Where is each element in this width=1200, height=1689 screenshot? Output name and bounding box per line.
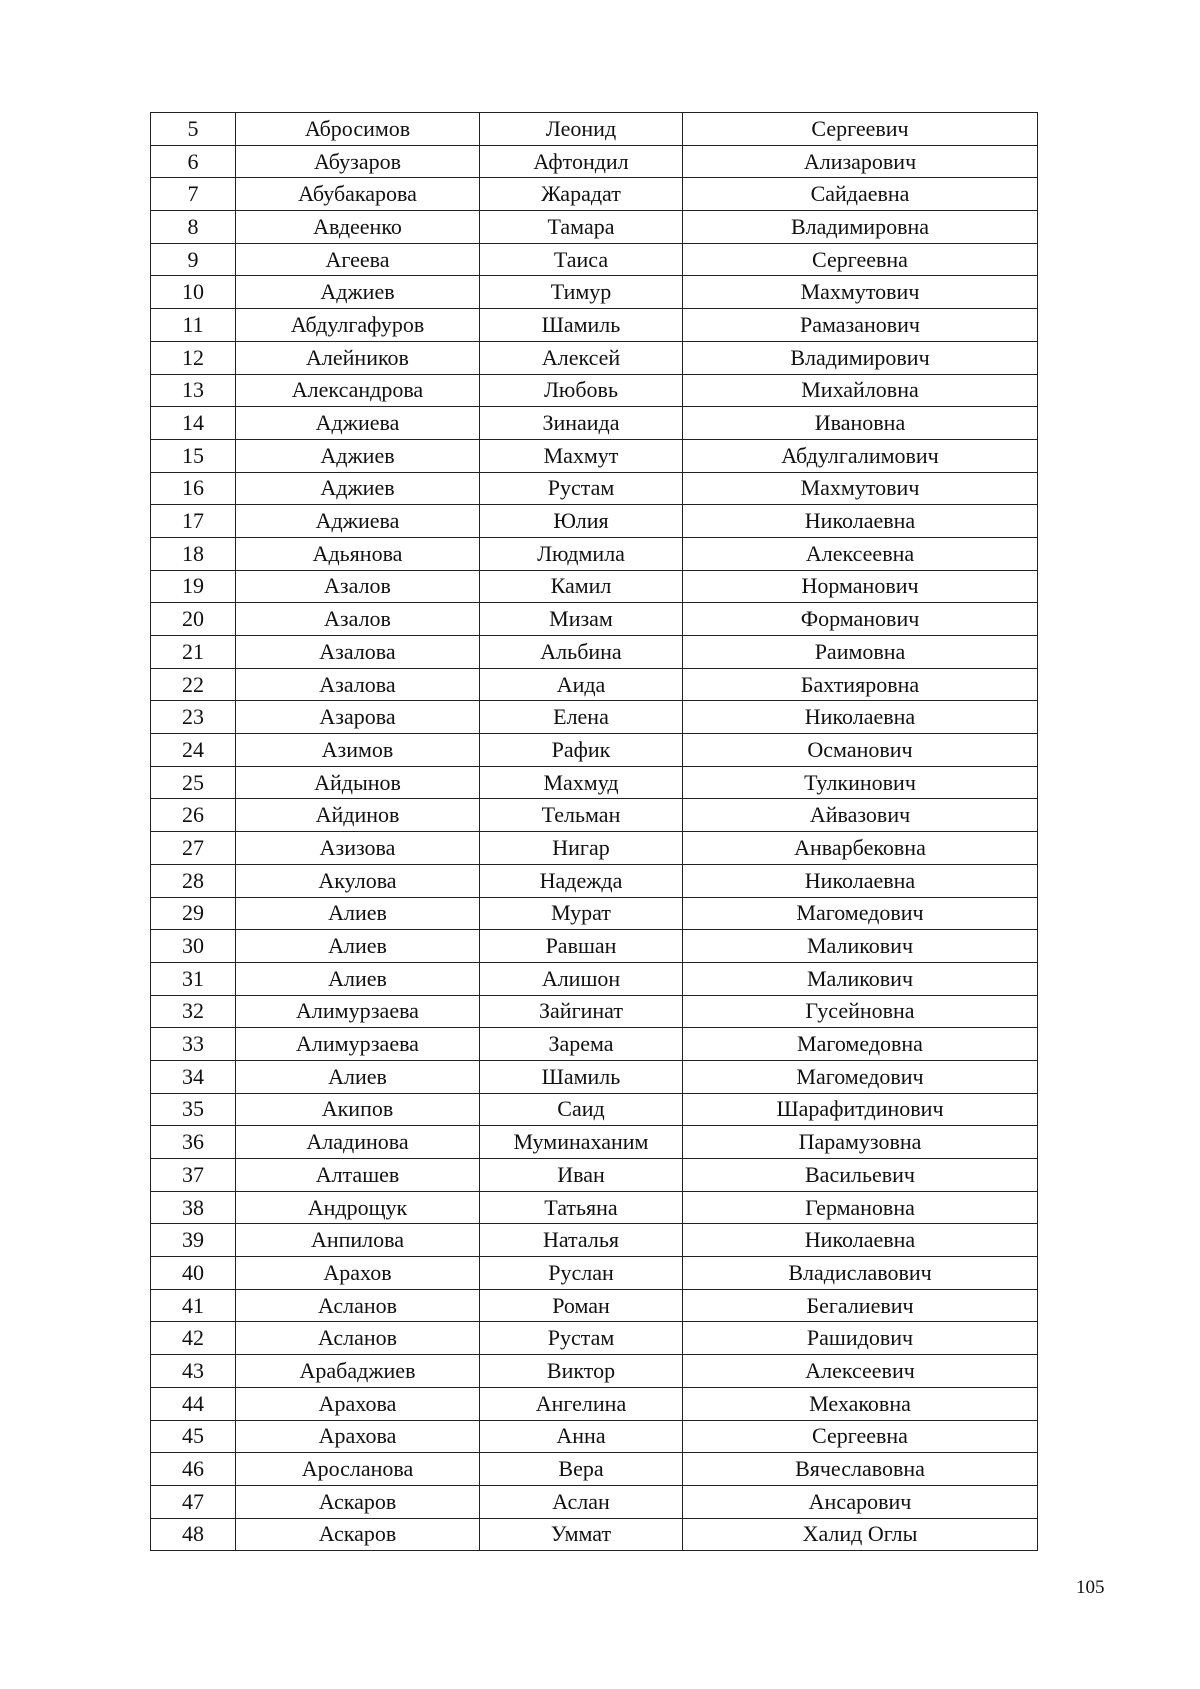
first-name-cell: Таиса (480, 243, 683, 276)
table-row (151, 930, 1038, 963)
first-name-cell: Махмуд (480, 766, 683, 799)
surname-cell: Акулова (236, 864, 480, 897)
surname-cell: Азалов (236, 570, 480, 603)
table-row (151, 995, 1038, 1028)
row-number-cell: 42 (151, 1322, 236, 1355)
row-number-cell: 44 (151, 1387, 236, 1420)
row-number-cell: 32 (151, 995, 236, 1028)
row-number-cell: 7 (151, 178, 236, 211)
row-number-cell: 45 (151, 1420, 236, 1453)
row-number-cell: 6 (151, 145, 236, 178)
surname-cell: Алиев (236, 962, 480, 995)
patronymic-cell: Николаевна (683, 701, 1038, 734)
table-row (151, 178, 1038, 211)
row-number-cell: 10 (151, 276, 236, 309)
first-name-cell: Махмут (480, 439, 683, 472)
patronymic-cell: Мехаковна (683, 1387, 1038, 1420)
patronymic-cell: Сергеевна (683, 1420, 1038, 1453)
table-row (151, 668, 1038, 701)
first-name-cell: Рустам (480, 1322, 683, 1355)
table-row (151, 1322, 1038, 1355)
table-row (151, 472, 1038, 505)
patronymic-cell: Махмутович (683, 276, 1038, 309)
first-name-cell: Аслан (480, 1485, 683, 1518)
first-name-cell: Роман (480, 1289, 683, 1322)
table-row (151, 211, 1038, 244)
surname-cell: Азалова (236, 636, 480, 669)
first-name-cell: Альбина (480, 636, 683, 669)
patronymic-cell: Махмутович (683, 472, 1038, 505)
row-number-cell: 11 (151, 309, 236, 342)
table-row (151, 1159, 1038, 1192)
row-number-cell: 31 (151, 962, 236, 995)
table-row (151, 1224, 1038, 1257)
first-name-cell: Елена (480, 701, 683, 734)
table-row (151, 962, 1038, 995)
surname-cell: Айдынов (236, 766, 480, 799)
patronymic-cell: Алексеевич (683, 1355, 1038, 1388)
surname-cell: Аладинова (236, 1126, 480, 1159)
surname-cell: Асланов (236, 1322, 480, 1355)
patronymic-cell: Вячеславовна (683, 1453, 1038, 1486)
row-number-cell: 33 (151, 1028, 236, 1061)
first-name-cell: Равшан (480, 930, 683, 963)
row-number-cell: 43 (151, 1355, 236, 1388)
surname-cell: Алейников (236, 341, 480, 374)
row-number-cell: 20 (151, 603, 236, 636)
row-number-cell: 5 (151, 113, 236, 146)
patronymic-cell: Шарафитдинович (683, 1093, 1038, 1126)
first-name-cell: Ангелина (480, 1387, 683, 1420)
first-name-cell: Людмила (480, 537, 683, 570)
table-row (151, 766, 1038, 799)
patronymic-cell: Сергеевна (683, 243, 1038, 276)
row-number-cell: 12 (151, 341, 236, 374)
surname-cell: Аджиева (236, 505, 480, 538)
patronymic-cell: Рамазанович (683, 309, 1038, 342)
patronymic-cell: Анварбековна (683, 832, 1038, 865)
surname-cell: Аджиев (236, 276, 480, 309)
first-name-cell: Тимур (480, 276, 683, 309)
surname-cell: Аджиева (236, 407, 480, 440)
patronymic-cell: Абдулгалимович (683, 439, 1038, 472)
first-name-cell: Нигар (480, 832, 683, 865)
patronymic-cell: Магомедович (683, 897, 1038, 930)
surname-cell: Асланов (236, 1289, 480, 1322)
name-list-table (150, 112, 1038, 1551)
table-row (151, 734, 1038, 767)
table-row (151, 1518, 1038, 1551)
surname-cell: Арахов (236, 1257, 480, 1290)
patronymic-cell: Гусейновна (683, 995, 1038, 1028)
surname-cell: Азизова (236, 832, 480, 865)
patronymic-cell: Сайдаевна (683, 178, 1038, 211)
row-number-cell: 34 (151, 1060, 236, 1093)
row-number-cell: 22 (151, 668, 236, 701)
first-name-cell: Муминаханим (480, 1126, 683, 1159)
patronymic-cell: Рашидович (683, 1322, 1038, 1355)
patronymic-cell: Ивановна (683, 407, 1038, 440)
table-row (151, 113, 1038, 146)
first-name-cell: Мурат (480, 897, 683, 930)
surname-cell: Алимурзаева (236, 995, 480, 1028)
row-number-cell: 28 (151, 864, 236, 897)
table-row (151, 701, 1038, 734)
first-name-cell: Жарадат (480, 178, 683, 211)
patronymic-cell: Ализарович (683, 145, 1038, 178)
page-number: 105 (1076, 1577, 1105, 1598)
table-row (151, 1485, 1038, 1518)
surname-cell: Арабаджиев (236, 1355, 480, 1388)
first-name-cell: Анна (480, 1420, 683, 1453)
row-number-cell: 24 (151, 734, 236, 767)
table-row (151, 439, 1038, 472)
first-name-cell: Аида (480, 668, 683, 701)
table-row (151, 1387, 1038, 1420)
patronymic-cell: Бахтияровна (683, 668, 1038, 701)
table-row (151, 832, 1038, 865)
table-row (151, 341, 1038, 374)
surname-cell: Алташев (236, 1159, 480, 1192)
table-row (151, 1191, 1038, 1224)
surname-cell: Андрощук (236, 1191, 480, 1224)
row-number-cell: 37 (151, 1159, 236, 1192)
row-number-cell: 16 (151, 472, 236, 505)
first-name-cell: Мизам (480, 603, 683, 636)
surname-cell: Абдулгафуров (236, 309, 480, 342)
patronymic-cell: Магомедович (683, 1060, 1038, 1093)
row-number-cell: 23 (151, 701, 236, 734)
row-number-cell: 19 (151, 570, 236, 603)
surname-cell: Абубакарова (236, 178, 480, 211)
row-number-cell: 8 (151, 211, 236, 244)
table-row (151, 636, 1038, 669)
surname-cell: Абросимов (236, 113, 480, 146)
table-row (151, 1028, 1038, 1061)
first-name-cell: Надежда (480, 864, 683, 897)
table-row (151, 276, 1038, 309)
first-name-cell: Афтондил (480, 145, 683, 178)
first-name-cell: Зайгинат (480, 995, 683, 1028)
patronymic-cell: Норманович (683, 570, 1038, 603)
surname-cell: Азарова (236, 701, 480, 734)
first-name-cell: Леонид (480, 113, 683, 146)
row-number-cell: 17 (151, 505, 236, 538)
first-name-cell: Уммат (480, 1518, 683, 1551)
row-number-cell: 36 (151, 1126, 236, 1159)
surname-cell: Аджиев (236, 472, 480, 505)
row-number-cell: 14 (151, 407, 236, 440)
surname-cell: Арахова (236, 1387, 480, 1420)
table-row (151, 603, 1038, 636)
surname-cell: Алиев (236, 897, 480, 930)
first-name-cell: Тамара (480, 211, 683, 244)
row-number-cell: 9 (151, 243, 236, 276)
surname-cell: Александрова (236, 374, 480, 407)
first-name-cell: Любовь (480, 374, 683, 407)
row-number-cell: 13 (151, 374, 236, 407)
row-number-cell: 30 (151, 930, 236, 963)
patronymic-cell: Тулкинович (683, 766, 1038, 799)
table-row (151, 407, 1038, 440)
first-name-cell: Руслан (480, 1257, 683, 1290)
table-row (151, 505, 1038, 538)
table-row (151, 897, 1038, 930)
surname-cell: Аскаров (236, 1485, 480, 1518)
name-list-body (151, 113, 1038, 1551)
surname-cell: Адьянова (236, 537, 480, 570)
first-name-cell: Тельман (480, 799, 683, 832)
surname-cell: Алиев (236, 1060, 480, 1093)
row-number-cell: 39 (151, 1224, 236, 1257)
patronymic-cell: Форманович (683, 603, 1038, 636)
surname-cell: Акипов (236, 1093, 480, 1126)
row-number-cell: 18 (151, 537, 236, 570)
row-number-cell: 46 (151, 1453, 236, 1486)
first-name-cell: Юлия (480, 505, 683, 538)
first-name-cell: Зинаида (480, 407, 683, 440)
first-name-cell: Камил (480, 570, 683, 603)
patronymic-cell: Михайловна (683, 374, 1038, 407)
patronymic-cell: Владимировна (683, 211, 1038, 244)
patronymic-cell: Владимирович (683, 341, 1038, 374)
surname-cell: Азалова (236, 668, 480, 701)
surname-cell: Абузаров (236, 145, 480, 178)
row-number-cell: 26 (151, 799, 236, 832)
surname-cell: Аджиев (236, 439, 480, 472)
table-row (151, 1355, 1038, 1388)
first-name-cell: Татьяна (480, 1191, 683, 1224)
surname-cell: Алимурзаева (236, 1028, 480, 1061)
first-name-cell: Алексей (480, 341, 683, 374)
patronymic-cell: Владиславович (683, 1257, 1038, 1290)
row-number-cell: 38 (151, 1191, 236, 1224)
table-row (151, 1060, 1038, 1093)
table-row (151, 1257, 1038, 1290)
surname-cell: Азалов (236, 603, 480, 636)
surname-cell: Аскаров (236, 1518, 480, 1551)
surname-cell: Аросланова (236, 1453, 480, 1486)
surname-cell: Агеева (236, 243, 480, 276)
surname-cell: Арахова (236, 1420, 480, 1453)
row-number-cell: 29 (151, 897, 236, 930)
row-number-cell: 35 (151, 1093, 236, 1126)
table-row (151, 309, 1038, 342)
table-row (151, 1126, 1038, 1159)
table-row (151, 1093, 1038, 1126)
table-row (151, 374, 1038, 407)
patronymic-cell: Парамузовна (683, 1126, 1038, 1159)
first-name-cell: Рафик (480, 734, 683, 767)
patronymic-cell: Николаевна (683, 864, 1038, 897)
patronymic-cell: Османович (683, 734, 1038, 767)
patronymic-cell: Айвазович (683, 799, 1038, 832)
row-number-cell: 48 (151, 1518, 236, 1551)
table-row (151, 1289, 1038, 1322)
patronymic-cell: Маликович (683, 930, 1038, 963)
row-number-cell: 25 (151, 766, 236, 799)
row-number-cell: 41 (151, 1289, 236, 1322)
surname-cell: Азимов (236, 734, 480, 767)
patronymic-cell: Бегалиевич (683, 1289, 1038, 1322)
table-row (151, 243, 1038, 276)
patronymic-cell: Маликович (683, 962, 1038, 995)
patronymic-cell: Сергеевич (683, 113, 1038, 146)
first-name-cell: Иван (480, 1159, 683, 1192)
patronymic-cell: Ансарович (683, 1485, 1038, 1518)
patronymic-cell: Халид Оглы (683, 1518, 1038, 1551)
patronymic-cell: Алексеевна (683, 537, 1038, 570)
first-name-cell: Шамиль (480, 309, 683, 342)
table-row (151, 145, 1038, 178)
first-name-cell: Виктор (480, 1355, 683, 1388)
patronymic-cell: Николаевна (683, 1224, 1038, 1257)
surname-cell: Айдинов (236, 799, 480, 832)
patronymic-cell: Магомедовна (683, 1028, 1038, 1061)
surname-cell: Авдеенко (236, 211, 480, 244)
patronymic-cell: Николаевна (683, 505, 1038, 538)
first-name-cell: Зарема (480, 1028, 683, 1061)
first-name-cell: Саид (480, 1093, 683, 1126)
first-name-cell: Рустам (480, 472, 683, 505)
surname-cell: Анпилова (236, 1224, 480, 1257)
table-row (151, 1420, 1038, 1453)
patronymic-cell: Раимовна (683, 636, 1038, 669)
table-row (151, 537, 1038, 570)
patronymic-cell: Германовна (683, 1191, 1038, 1224)
table-row (151, 799, 1038, 832)
row-number-cell: 27 (151, 832, 236, 865)
row-number-cell: 47 (151, 1485, 236, 1518)
table-row (151, 1453, 1038, 1486)
first-name-cell: Шамиль (480, 1060, 683, 1093)
patronymic-cell: Васильевич (683, 1159, 1038, 1192)
first-name-cell: Алишон (480, 962, 683, 995)
surname-cell: Алиев (236, 930, 480, 963)
row-number-cell: 15 (151, 439, 236, 472)
table-row (151, 864, 1038, 897)
first-name-cell: Наталья (480, 1224, 683, 1257)
first-name-cell: Вера (480, 1453, 683, 1486)
row-number-cell: 21 (151, 636, 236, 669)
table-row (151, 570, 1038, 603)
row-number-cell: 40 (151, 1257, 236, 1290)
